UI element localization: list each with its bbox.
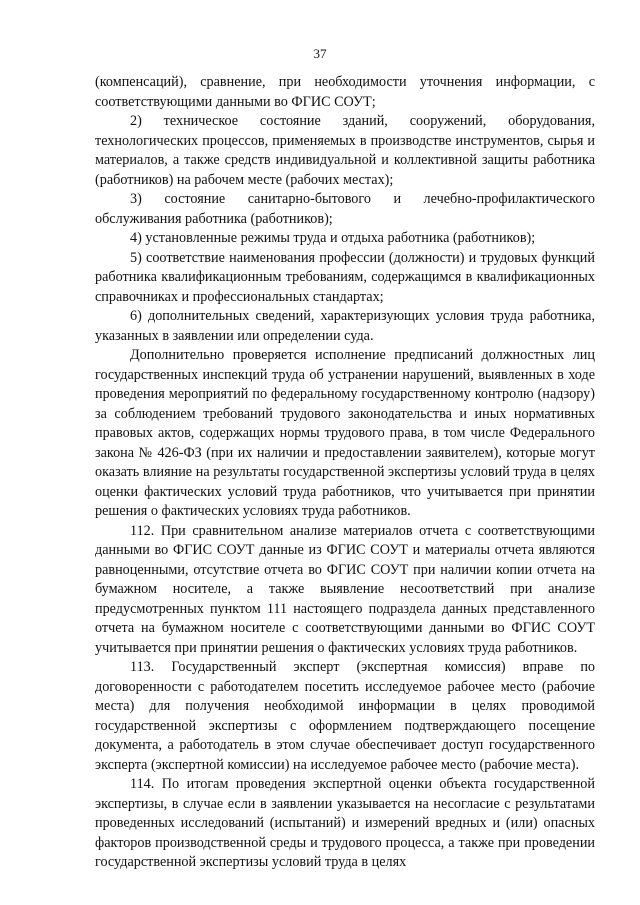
clause-112: 112. При сравнительном анализе материалов отчета с соответствующими данными во ФГИС СОУТ данные из ФГИС СОУТ и материалы отчета являются равноценными, отсутствие отчета во ФГИС СОУТ при наличии копии отчета на бумажном носителе, а также выявление несоответствий при анализе предусмотренных пунктом 111 настоящего подраздела данных представленного отчета на бумажном носителе с соответствующими данными во ФГИС СОУТ учитывается при принятии решения о фактических условиях труда работников. <box>95 522 595 656</box>
list-item-2: 2) техническое состояние зданий, сооружений, оборудования, технологических процессов, применяемых в производстве инструментов, сырья и материалов, а также средств индивидуальной и коллективной защиты работника (работников) на рабочем месте (рабочих местах); <box>95 113 595 188</box>
list-item-5: 5) соответствие наименования профессии (должности) и трудовых функций работника квалификационным требованиям, содержащимся в квалификационных справочниках и профессиональных стандартах; <box>95 249 595 305</box>
clause-114: 114. По итогам проведения экспертной оценки объекта государственной экспертизы, в случае если в заявлении указывается на несогласие с результатами проведенных исследований (испытаний) и измерений вредных и (или) опасных факторов производственной среды и трудового процесса, а также при проведении государственной экспертизы условий труда в целях <box>95 776 595 870</box>
paragraph-continuation: (компенсаций), сравнение, при необходимости уточнения информации, с соответствующими данными во ФГИС СОУТ; <box>95 74 595 110</box>
list-item-6: 6) дополнительных сведений, характеризующих условия труда работника, указанных в заявлении или определении суда. <box>95 308 595 344</box>
clause-113: 113. Государственный эксперт (экспертная комиссия) вправе по договоренности с работодателем посетить исследуемое рабочее место (рабочие места) для получения необходимой информации в целях проводимой государственной экспертизы с оформлением подтверждающего посещение документа, а работодатель в этом случае обеспечивает доступ государственного эксперта (экспертной комиссии) на исследуемое рабочее место (рабочие места). <box>95 659 595 773</box>
list-item-4: 4) установленные режимы труда и отдыха работника (работников); <box>130 230 536 246</box>
document-body <box>95 73 595 873</box>
paragraph-additional-check: Дополнительно проверяется исполнение предписаний должностных лиц государственных инспекций труда об устранении нарушений, выявленных в ходе проведения мероприятий по федеральному государственному контролю (надзору) за соблюдением требований трудового законодательства и иных нормативных правовых актов, содержащих нормы трудового права, в том числе Федерального закона № 426-ФЗ (при их наличии и предоставлении заявителем), которые могут оказать влияние на результаты государственной экспертизы условий труда в целях оценки фактических условий труда работников, что учитывается при принятии решения о фактических условиях труда работников. <box>95 347 595 519</box>
list-item-3: 3) состояние санитарно-бытового и лечебно-профилактического обслуживания работника (работников); <box>95 191 595 227</box>
page-number: 37 <box>313 46 327 61</box>
